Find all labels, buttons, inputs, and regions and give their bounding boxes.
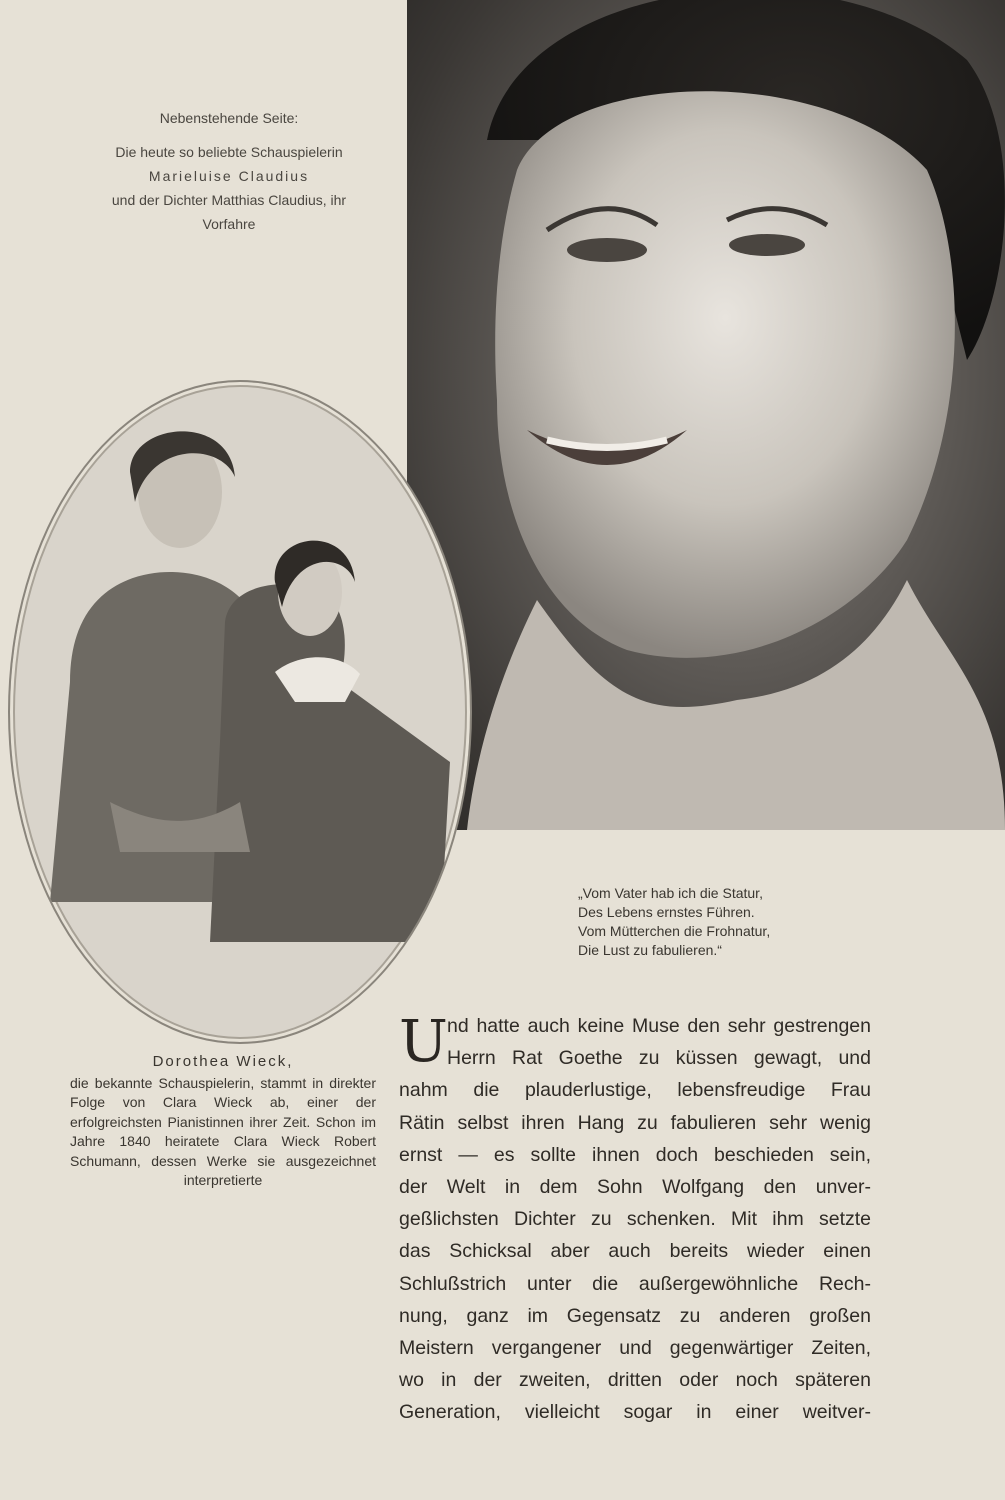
caption-text: die bekannte Schauspielerin, stammt in direkter Folge von Clara Wieck ab, einer der erfolgreichsten Pianistinnen ihrer Zeit. Schon im Jahre 1840 heiratete Clara Wieck Robert Schumann, dessen Werke sie ausgezeichnet interpretierte (70, 1074, 376, 1188)
body-line: nd hatte auch keine Muse den sehr gestrengen (447, 1015, 871, 1037)
body-line: der Welt in dem Sohn Wolfgang den unver- (399, 1176, 871, 1199)
caption-name: Marieluise Claudius (148, 168, 310, 184)
quote-line: Des Lebens ernstes Führen. (578, 904, 755, 920)
body-line: Herrn Rat Goethe zu küssen gewagt, und (447, 1047, 871, 1070)
body-line: ernst — es sollte ihnen doch beschieden sein, (399, 1143, 871, 1166)
top-caption (70, 106, 388, 236)
body-line: Generation, vielleicht sogar in einer weitver- (399, 1401, 871, 1424)
caption-line: Die heute so beliebte Schauspielerin (115, 144, 343, 160)
body-line: das Schicksal aber auch bereits wieder einen (399, 1240, 871, 1263)
schumann-couple-portrait (8, 380, 472, 1044)
body-line: nung, ganz im Gegensatz zu anderen großen (399, 1304, 871, 1327)
drop-cap: U (399, 1007, 448, 1075)
caption-line: Vorfahre (202, 216, 256, 232)
goethe-quote (578, 884, 848, 960)
body-line: Rätin selbst ihren Hang zu fabulieren sehr wenig (399, 1111, 871, 1134)
article-body (399, 1007, 871, 1429)
body-line: Schlußstrich unter die außergewöhnliche Rech- (399, 1272, 871, 1295)
caption-name: Dorothea Wieck, (152, 1053, 294, 1070)
body-line: Meistern vergangener und gegenwärtiger Zeiten, (399, 1337, 871, 1360)
body-line: wo in der zweiten, dritten oder noch späteren (399, 1369, 871, 1392)
quote-line: „Vom Vater hab ich die Statur, (578, 885, 763, 901)
caption-line: und der Dichter Matthias Claudius, ihr (111, 192, 347, 208)
body-line: nahm die plauderlustige, lebensfreudige Frau (399, 1079, 871, 1102)
caption-heading: Nebenstehende Seite: (159, 110, 299, 126)
quote-line: Die Lust zu fabulieren.“ (578, 942, 722, 958)
actress-portrait-photo (407, 0, 1005, 830)
portrait-illustration (407, 0, 1005, 830)
couple-engraving-illustration (10, 382, 470, 1042)
body-line: geßlichsten Dichter zu schenken. Mit ihm setzte (399, 1208, 871, 1231)
oval-caption (70, 1052, 376, 1191)
quote-line: Vom Mütterchen die Frohnatur, (578, 923, 771, 939)
